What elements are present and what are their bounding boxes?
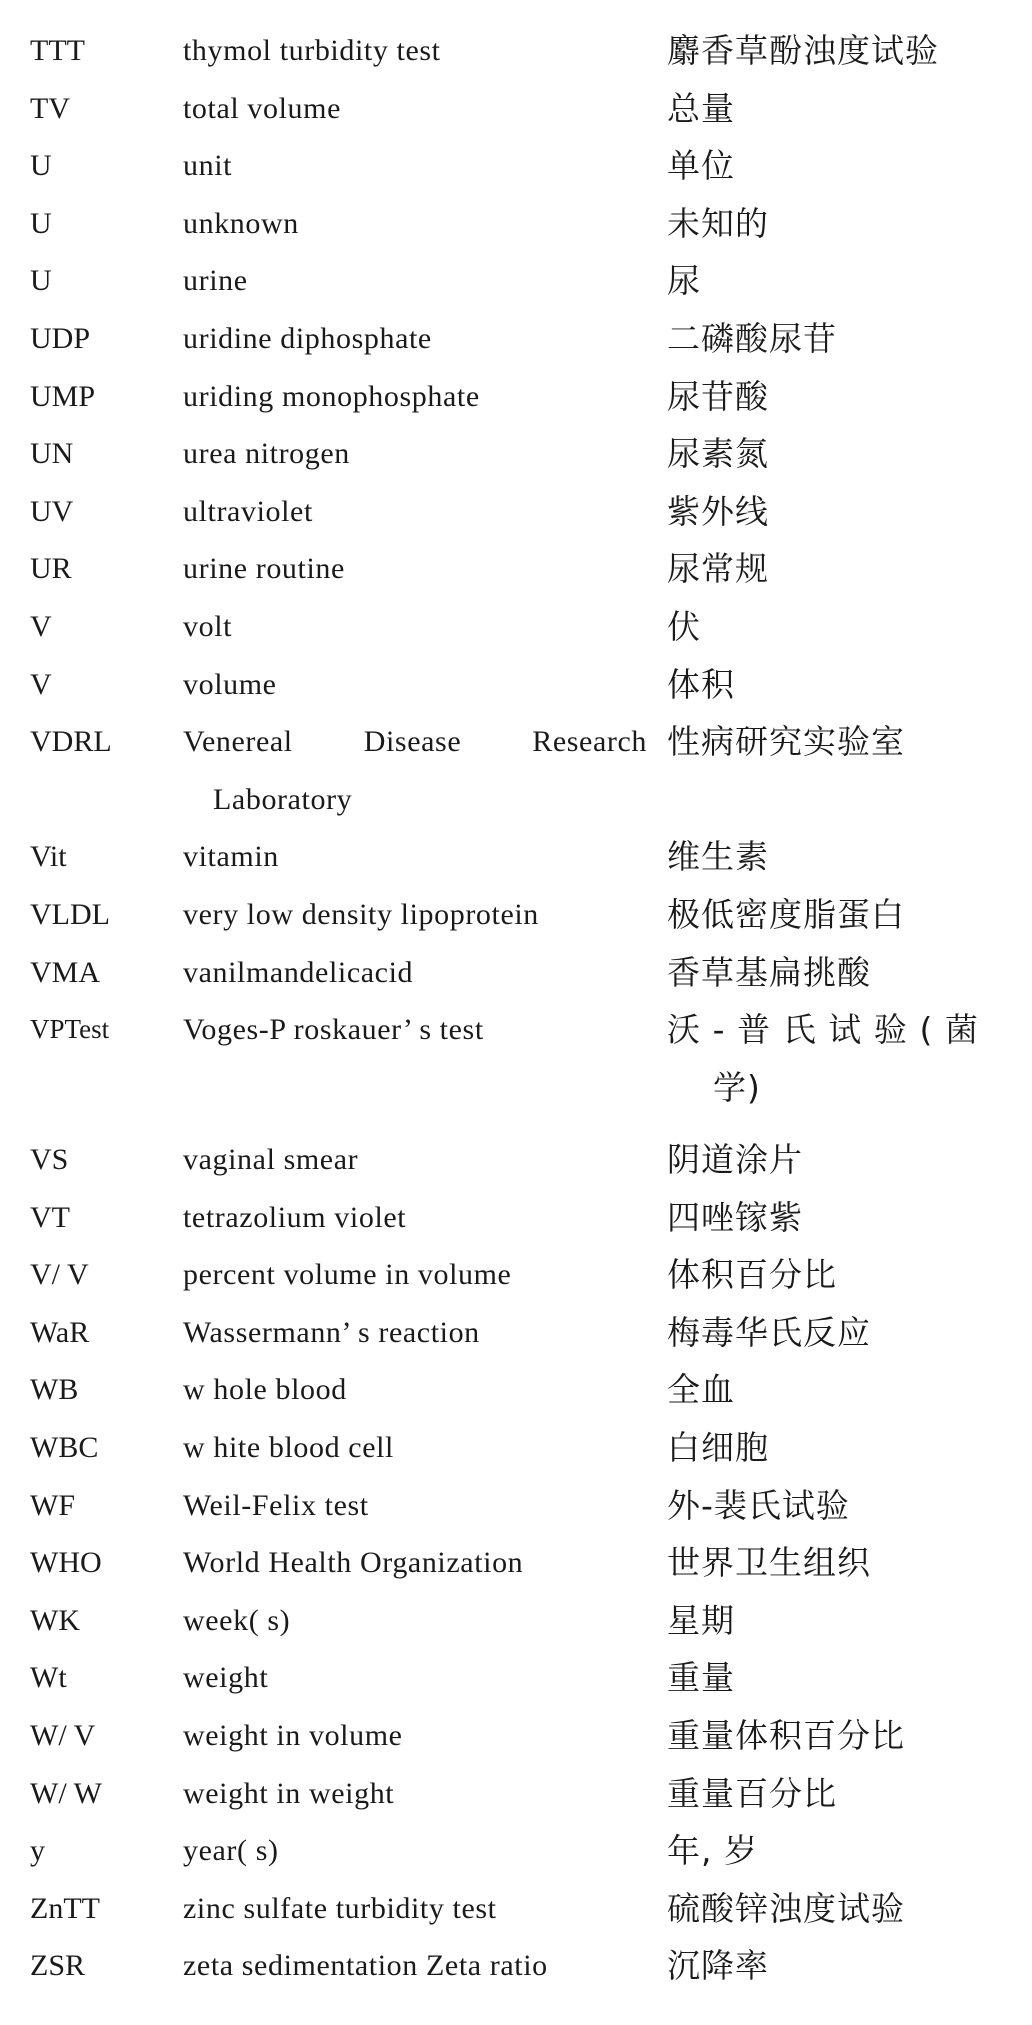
chinese-term: 二磷酸尿苷 bbox=[667, 318, 837, 358]
chinese-term-char: 氏 bbox=[782, 1010, 817, 1050]
chinese-term: 紫外线 bbox=[667, 491, 769, 531]
glossary-row bbox=[30, 1937, 1020, 1995]
glossary-row bbox=[30, 1534, 1020, 1592]
chinese-term: 重量体积百分比 bbox=[667, 1716, 905, 1756]
abbreviation: TV bbox=[30, 91, 70, 125]
english-term: urine bbox=[183, 264, 248, 298]
english-term: unknown bbox=[183, 206, 299, 240]
english-term: uridine diphosphate bbox=[183, 321, 432, 355]
abbreviation: y bbox=[30, 1834, 45, 1868]
glossary-row bbox=[30, 1001, 1020, 1131]
abbreviation: U bbox=[30, 206, 52, 240]
chinese-term: 世界卫生组织 bbox=[667, 1543, 871, 1583]
chinese-term: 阴道涂片 bbox=[667, 1140, 803, 1180]
chinese-term-char: 菌 bbox=[944, 1010, 979, 1050]
abbreviation: VDRL bbox=[30, 725, 112, 759]
chinese-term: 全血 bbox=[667, 1370, 735, 1410]
chinese-term: 未知的 bbox=[667, 203, 769, 243]
chinese-term: 性病研究实验室 bbox=[667, 722, 905, 762]
chinese-term: 体积百分比 bbox=[667, 1255, 837, 1295]
abbreviation: W/ V bbox=[30, 1719, 96, 1753]
chinese-term-continuation: 学) bbox=[713, 1067, 761, 1107]
english-term: weight bbox=[183, 1661, 269, 1695]
glossary-row bbox=[30, 828, 1020, 886]
glossary-row bbox=[30, 540, 1020, 598]
chinese-term: 硫酸锌浊度试验 bbox=[667, 1888, 905, 1928]
glossary-row bbox=[30, 368, 1020, 426]
english-term: w hite blood cell bbox=[183, 1431, 394, 1465]
abbreviation: VLDL bbox=[30, 897, 110, 931]
english-term: year( s) bbox=[183, 1834, 279, 1868]
english-term: thymol turbidity test bbox=[183, 34, 441, 67]
chinese-term: 尿常规 bbox=[667, 549, 769, 589]
abbreviation: W/ W bbox=[30, 1776, 102, 1810]
glossary-row bbox=[30, 713, 1020, 828]
glossary-row bbox=[30, 1822, 1020, 1880]
english-term: Wassermann’ s reaction bbox=[183, 1315, 480, 1349]
english-term: urea nitrogen bbox=[183, 437, 350, 471]
chinese-term-char: 普 bbox=[737, 1010, 772, 1050]
abbreviation: ZSR bbox=[30, 1949, 86, 1983]
english-term: unit bbox=[183, 149, 233, 183]
english-term: vaginal smear bbox=[183, 1143, 359, 1177]
abbreviation: Vit bbox=[30, 840, 67, 874]
chinese-term-line bbox=[667, 1001, 979, 1059]
english-term-word: Research bbox=[532, 725, 647, 759]
abbreviation-glossary bbox=[30, 22, 1020, 1995]
chinese-term: 尿 bbox=[667, 261, 701, 301]
glossary-row bbox=[30, 886, 1020, 944]
chinese-term: 星期 bbox=[667, 1600, 735, 1640]
english-term: total volume bbox=[183, 91, 342, 125]
glossary-row bbox=[30, 1189, 1020, 1247]
chinese-term: 梅毒华氏反应 bbox=[667, 1312, 871, 1352]
english-term: Weil-Felix test bbox=[183, 1488, 369, 1522]
english-term: vitamin bbox=[183, 840, 279, 874]
english-term: zinc sulfate turbidity test bbox=[183, 1891, 497, 1925]
chinese-term: 重量百分比 bbox=[667, 1773, 837, 1813]
chinese-term-char: 试 bbox=[828, 1010, 863, 1050]
glossary-row bbox=[30, 1361, 1020, 1419]
chinese-term-char: - bbox=[712, 1010, 726, 1050]
english-term: vanilmandelicacid bbox=[183, 955, 414, 989]
english-term: very low density lipoprotein bbox=[183, 897, 539, 931]
english-term bbox=[183, 713, 667, 828]
glossary-row bbox=[30, 483, 1020, 541]
english-term: urine routine bbox=[183, 552, 345, 586]
english-term: volt bbox=[183, 609, 233, 643]
english-term: World Health Organization bbox=[183, 1546, 524, 1580]
abbreviation: UN bbox=[30, 437, 74, 471]
abbreviation: VMA bbox=[30, 955, 101, 989]
abbreviation: TTT bbox=[30, 34, 85, 67]
abbreviation: U bbox=[30, 149, 52, 183]
chinese-term-char: 沃 bbox=[667, 1010, 701, 1050]
chinese-term: 伏 bbox=[667, 606, 701, 646]
glossary-row bbox=[30, 1880, 1020, 1938]
english-term: tetrazolium violet bbox=[183, 1200, 407, 1234]
glossary-row bbox=[30, 22, 1020, 80]
abbreviation: UV bbox=[30, 494, 74, 528]
glossary-row bbox=[30, 1707, 1020, 1765]
english-term: ultraviolet bbox=[183, 494, 313, 528]
abbreviation: VT bbox=[30, 1200, 70, 1234]
glossary-row bbox=[30, 425, 1020, 483]
glossary-row bbox=[30, 195, 1020, 253]
abbreviation: VPTest bbox=[30, 1014, 110, 1045]
chinese-term: 外-裴氏试验 bbox=[667, 1485, 850, 1525]
glossary-row bbox=[30, 1246, 1020, 1304]
chinese-term: 尿苷酸 bbox=[667, 376, 769, 416]
glossary-row bbox=[30, 1649, 1020, 1707]
abbreviation: V bbox=[30, 667, 52, 701]
english-term: Voges-P roskauer’ s test bbox=[183, 1013, 484, 1047]
glossary-row bbox=[30, 1592, 1020, 1650]
english-term: volume bbox=[183, 667, 277, 701]
english-term: zeta sedimentation Zeta ratio bbox=[183, 1949, 548, 1983]
chinese-term bbox=[667, 1001, 1020, 1116]
abbreviation: WB bbox=[30, 1373, 79, 1407]
english-term: uriding monophosphate bbox=[183, 379, 480, 413]
abbreviation: UR bbox=[30, 552, 72, 586]
english-term: percent volume in volume bbox=[183, 1258, 512, 1292]
abbreviation: V bbox=[30, 609, 52, 643]
abbreviation: WBC bbox=[30, 1431, 99, 1465]
glossary-row bbox=[30, 656, 1020, 714]
english-term: week( s) bbox=[183, 1603, 291, 1637]
chinese-term: 香草基扁挑酸 bbox=[667, 952, 871, 992]
abbreviation: WK bbox=[30, 1603, 80, 1637]
abbreviation: ZnTT bbox=[30, 1891, 100, 1925]
abbreviation: WHO bbox=[30, 1546, 102, 1580]
english-term: weight in weight bbox=[183, 1776, 395, 1810]
glossary-row bbox=[30, 80, 1020, 138]
english-term-word: Venereal bbox=[183, 725, 293, 759]
glossary-row bbox=[30, 137, 1020, 195]
abbreviation: UMP bbox=[30, 379, 96, 413]
abbreviation: U bbox=[30, 264, 52, 298]
glossary-row bbox=[30, 1765, 1020, 1823]
glossary-row bbox=[30, 944, 1020, 1002]
abbreviation: VS bbox=[30, 1143, 69, 1177]
chinese-term: 总量 bbox=[667, 88, 735, 128]
english-term-word: Disease bbox=[363, 725, 462, 759]
chinese-term: 麝香草酚浊度试验 bbox=[667, 31, 939, 70]
abbreviation: Wt bbox=[30, 1661, 67, 1695]
chinese-term: 沉降率 bbox=[667, 1946, 769, 1986]
chinese-term: 年, 岁 bbox=[667, 1831, 758, 1871]
glossary-row bbox=[30, 1419, 1020, 1477]
chinese-term: 单位 bbox=[667, 146, 735, 186]
english-term-line bbox=[183, 713, 647, 771]
abbreviation: WaR bbox=[30, 1315, 90, 1349]
chinese-term: 体积 bbox=[667, 664, 735, 704]
glossary-row bbox=[30, 1131, 1020, 1189]
chinese-term-char: 验 bbox=[873, 1010, 908, 1050]
chinese-term: 维生素 bbox=[667, 837, 769, 877]
glossary-row bbox=[30, 598, 1020, 656]
abbreviation: V/ V bbox=[30, 1258, 89, 1292]
glossary-row bbox=[30, 310, 1020, 368]
chinese-term: 四唑镓紫 bbox=[667, 1197, 803, 1237]
glossary-row bbox=[30, 1477, 1020, 1535]
chinese-term: 重量 bbox=[667, 1658, 735, 1698]
abbreviation: WF bbox=[30, 1488, 75, 1522]
english-term: w hole blood bbox=[183, 1373, 347, 1407]
glossary-row bbox=[30, 1304, 1020, 1362]
glossary-row bbox=[30, 252, 1020, 310]
chinese-term: 白细胞 bbox=[667, 1428, 769, 1468]
chinese-term: 极低密度脂蛋白 bbox=[667, 894, 905, 934]
english-term-continuation: Laboratory bbox=[213, 782, 353, 816]
chinese-term-char: ( bbox=[919, 1010, 934, 1050]
abbreviation: UDP bbox=[30, 321, 91, 355]
english-term: weight in volume bbox=[183, 1719, 403, 1753]
chinese-term: 尿素氮 bbox=[667, 434, 769, 474]
